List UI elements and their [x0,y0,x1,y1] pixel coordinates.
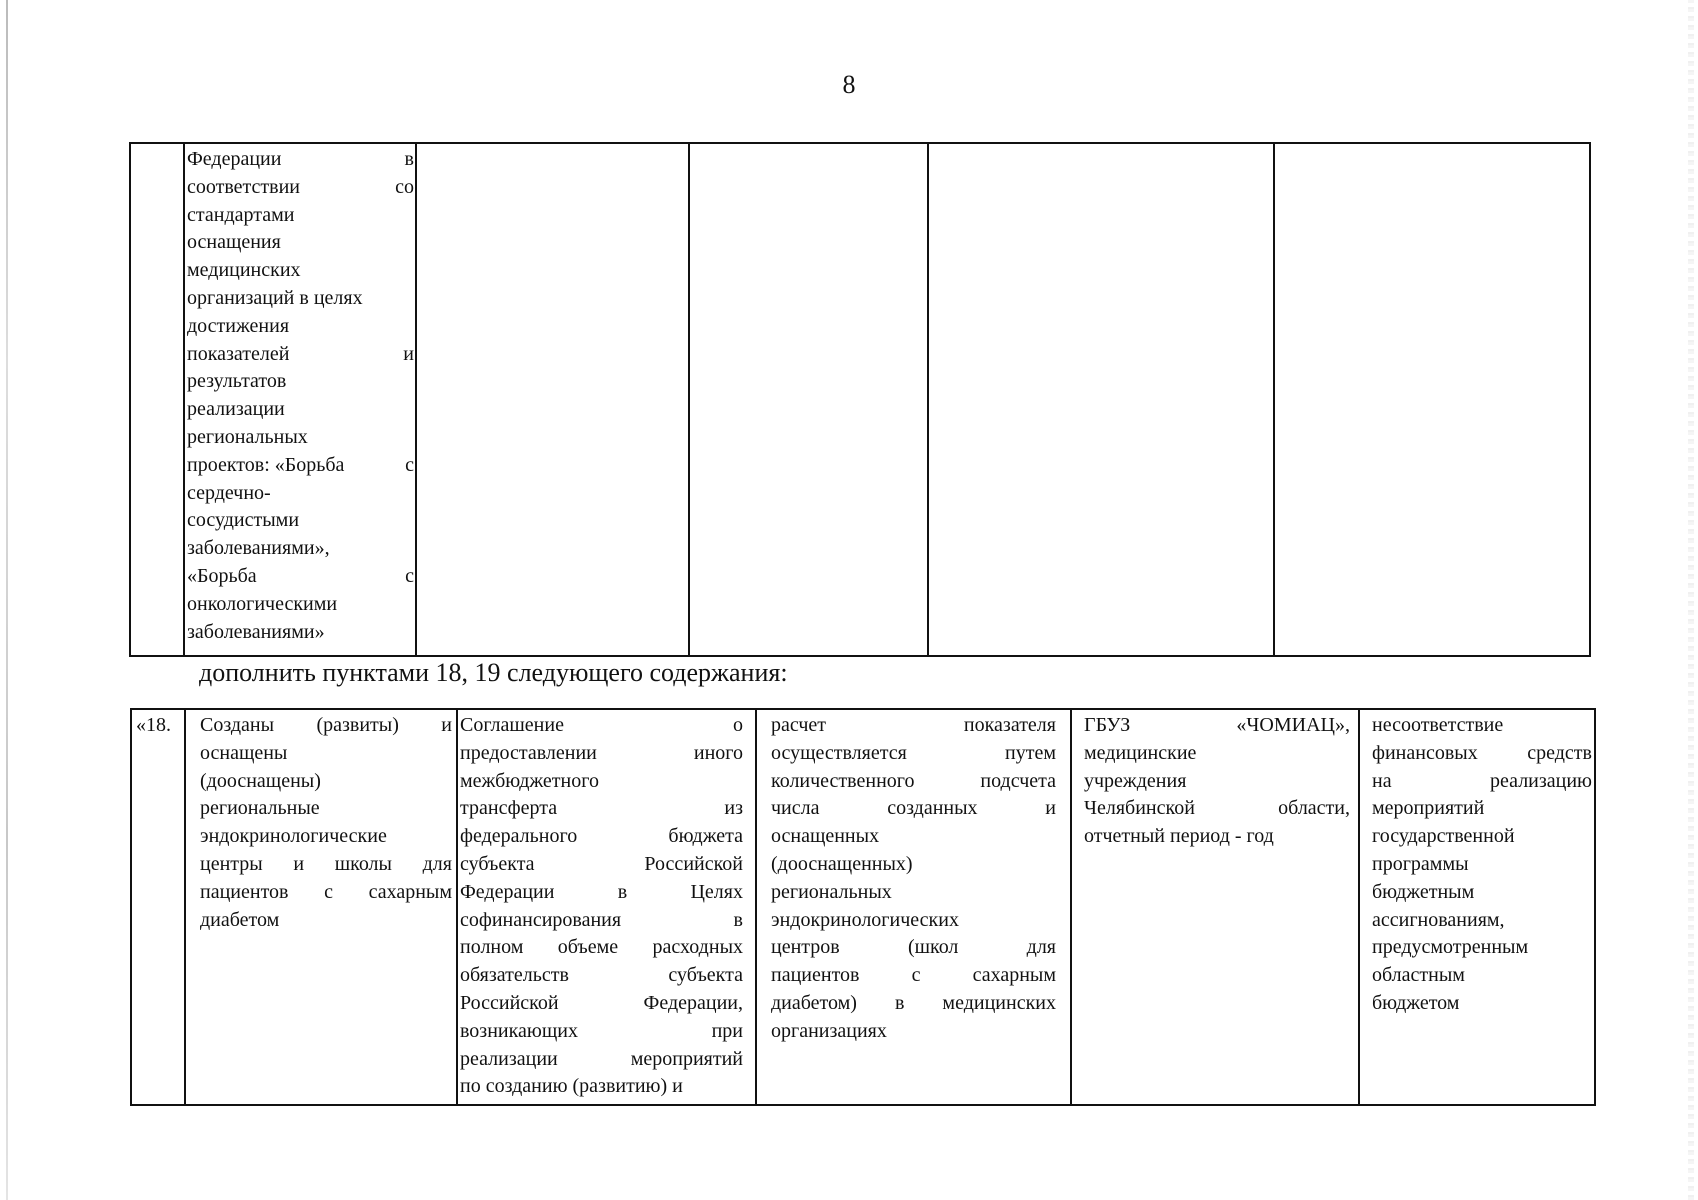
risk-text [1372,712,1592,1018]
text-line: трансферта из [460,797,743,820]
text-line: организациях [771,1019,887,1042]
text-line-left: заболеваниями», [187,537,330,560]
text-line: эндокринологических [771,908,959,931]
text-line-right: с [405,453,414,476]
legal-basis-cell [457,709,756,1105]
page-number: 8 [842,70,856,99]
text-line-left: результатов [187,370,287,393]
text-line [187,480,414,508]
text-line: (дооснащенных) [771,852,913,875]
item-name-text [200,712,452,934]
text-line: предусмотренным [1372,936,1529,959]
text-line: пациентов с сахарным [771,964,1056,987]
text-line [187,368,414,396]
text-line: эндокринологические [200,825,387,848]
text-line: государственной [1372,825,1515,848]
text-line: межбюджетного [460,769,599,792]
risk-cell [1359,709,1595,1105]
text-line: региональные [200,797,320,820]
text-line: бюджетным [1372,880,1475,903]
text-line-left: реализации [187,398,285,421]
text-line: пациентов с сахарным [200,880,452,903]
text-line [187,535,414,563]
text-line-left: медицинских [187,259,301,282]
text-line [187,507,414,535]
text-line: числа созданных и [771,797,1056,820]
text-line-right: в [404,148,414,170]
text-line: диабетом [200,908,280,931]
number-cell [130,143,184,656]
data-source-cell [1071,709,1359,1105]
text-line: количественного подсчета [771,769,1056,792]
text-line [187,285,414,313]
text-line: расчет показателя [771,714,1056,736]
text-line: Челябинской области, [1084,797,1350,820]
text-line: оснащены [200,741,288,764]
text-line: Созданы (развиты) и [200,714,452,736]
text-line: бюджетом [1372,991,1460,1014]
text-line-left: соответствии [187,175,301,198]
text-line: центры и школы для [200,852,452,875]
item-number-cell [131,709,185,1105]
text-line-right: с [405,564,414,587]
item-name-cell [185,709,457,1105]
text-line-left: заболеваниями» [187,620,325,643]
new-items-table [130,708,1596,1106]
indicator-name-text [187,146,414,646]
text-line: Федерации в Целях [460,880,743,903]
text-line: по созданию (развитию) и [460,1075,683,1098]
scan-edge-left [6,0,8,1200]
text-line [187,563,414,591]
text-line: диабетом) в медицинских [771,991,1056,1014]
text-line: федерального бюджета [460,825,743,848]
text-line-left: стандартами [187,203,295,226]
text-line [187,202,414,230]
text-line-left: онкологическими [187,592,338,615]
text-line: отчетный период - год [1084,825,1274,848]
text-line-right: и [403,342,414,365]
text-line: центров (школ для [771,936,1056,959]
text-line: предоставлении иного [460,741,743,764]
text-line [187,313,414,341]
text-line: осуществляется путем [771,741,1056,764]
text-line: полном объеме расходных [460,936,743,959]
scan-edge-right [1688,0,1694,1200]
text-line [187,424,414,452]
empty-cell [689,143,928,656]
empty-cell [1274,143,1590,656]
text-line: ГБУЗ «ЧОМИАЦ», [1084,714,1350,736]
calculation-method-text [771,712,1056,1046]
data-source-text [1084,712,1350,851]
empty-cell [928,143,1274,656]
table-row [130,143,1590,656]
text-line: возникающих при [460,1019,743,1042]
text-line-left: оснащения [187,231,281,254]
text-line [187,229,414,257]
text-line: медицинские [1084,741,1197,764]
text-line: субъекта Российской [460,852,743,875]
text-line [187,619,414,647]
text-line: областным [1372,964,1465,987]
text-line: мероприятий [1372,797,1485,820]
text-line: финансовых средств [1372,741,1592,764]
calculation-method-cell [756,709,1071,1105]
text-line: Российской Федерации, [460,991,743,1014]
table-row [131,709,1595,1105]
empty-cell [416,143,689,656]
text-line: на реализацию [1372,769,1592,792]
text-line: реализации мероприятий [460,1047,743,1070]
text-line-left: «Борьба [187,564,257,587]
text-line-left: сосудистыми [187,509,300,532]
text-line [187,396,414,424]
text-line [187,174,414,202]
text-line-left: Федерации [187,148,282,170]
item-number: «18. [136,714,171,736]
text-line: Соглашение о [460,714,743,736]
text-line: оснащенных [771,825,880,848]
text-line [187,341,414,369]
text-line [187,452,414,480]
text-line-left: проектов: «Борьба [187,453,345,476]
text-line: региональных [771,880,892,903]
text-line-left: показателей [187,342,290,365]
text-line: учреждения [1084,769,1187,792]
continued-table [129,142,1591,657]
text-line: софинансирования в [460,908,743,931]
text-line-left: региональных [187,425,308,448]
text-line [187,257,414,285]
text-line-right: со [395,175,414,198]
text-line: обязательств субъекта [460,964,743,987]
text-line-left: организаций в целях [187,286,363,309]
indicator-name-cell [184,143,416,656]
text-line: программы [1372,852,1469,875]
text-line-left: достижения [187,314,290,337]
text-line: (дооснащены) [200,769,321,792]
legal-basis-text [460,712,743,1101]
text-line-left: сердечно- [187,481,271,504]
text-line [187,591,414,619]
amendment-intro: дополнить пунктами 18, 19 следующего содержания: [199,658,788,687]
text-line [187,146,414,174]
text-line: несоответствие [1372,714,1504,736]
text-line: ассигнованиям, [1372,908,1505,931]
